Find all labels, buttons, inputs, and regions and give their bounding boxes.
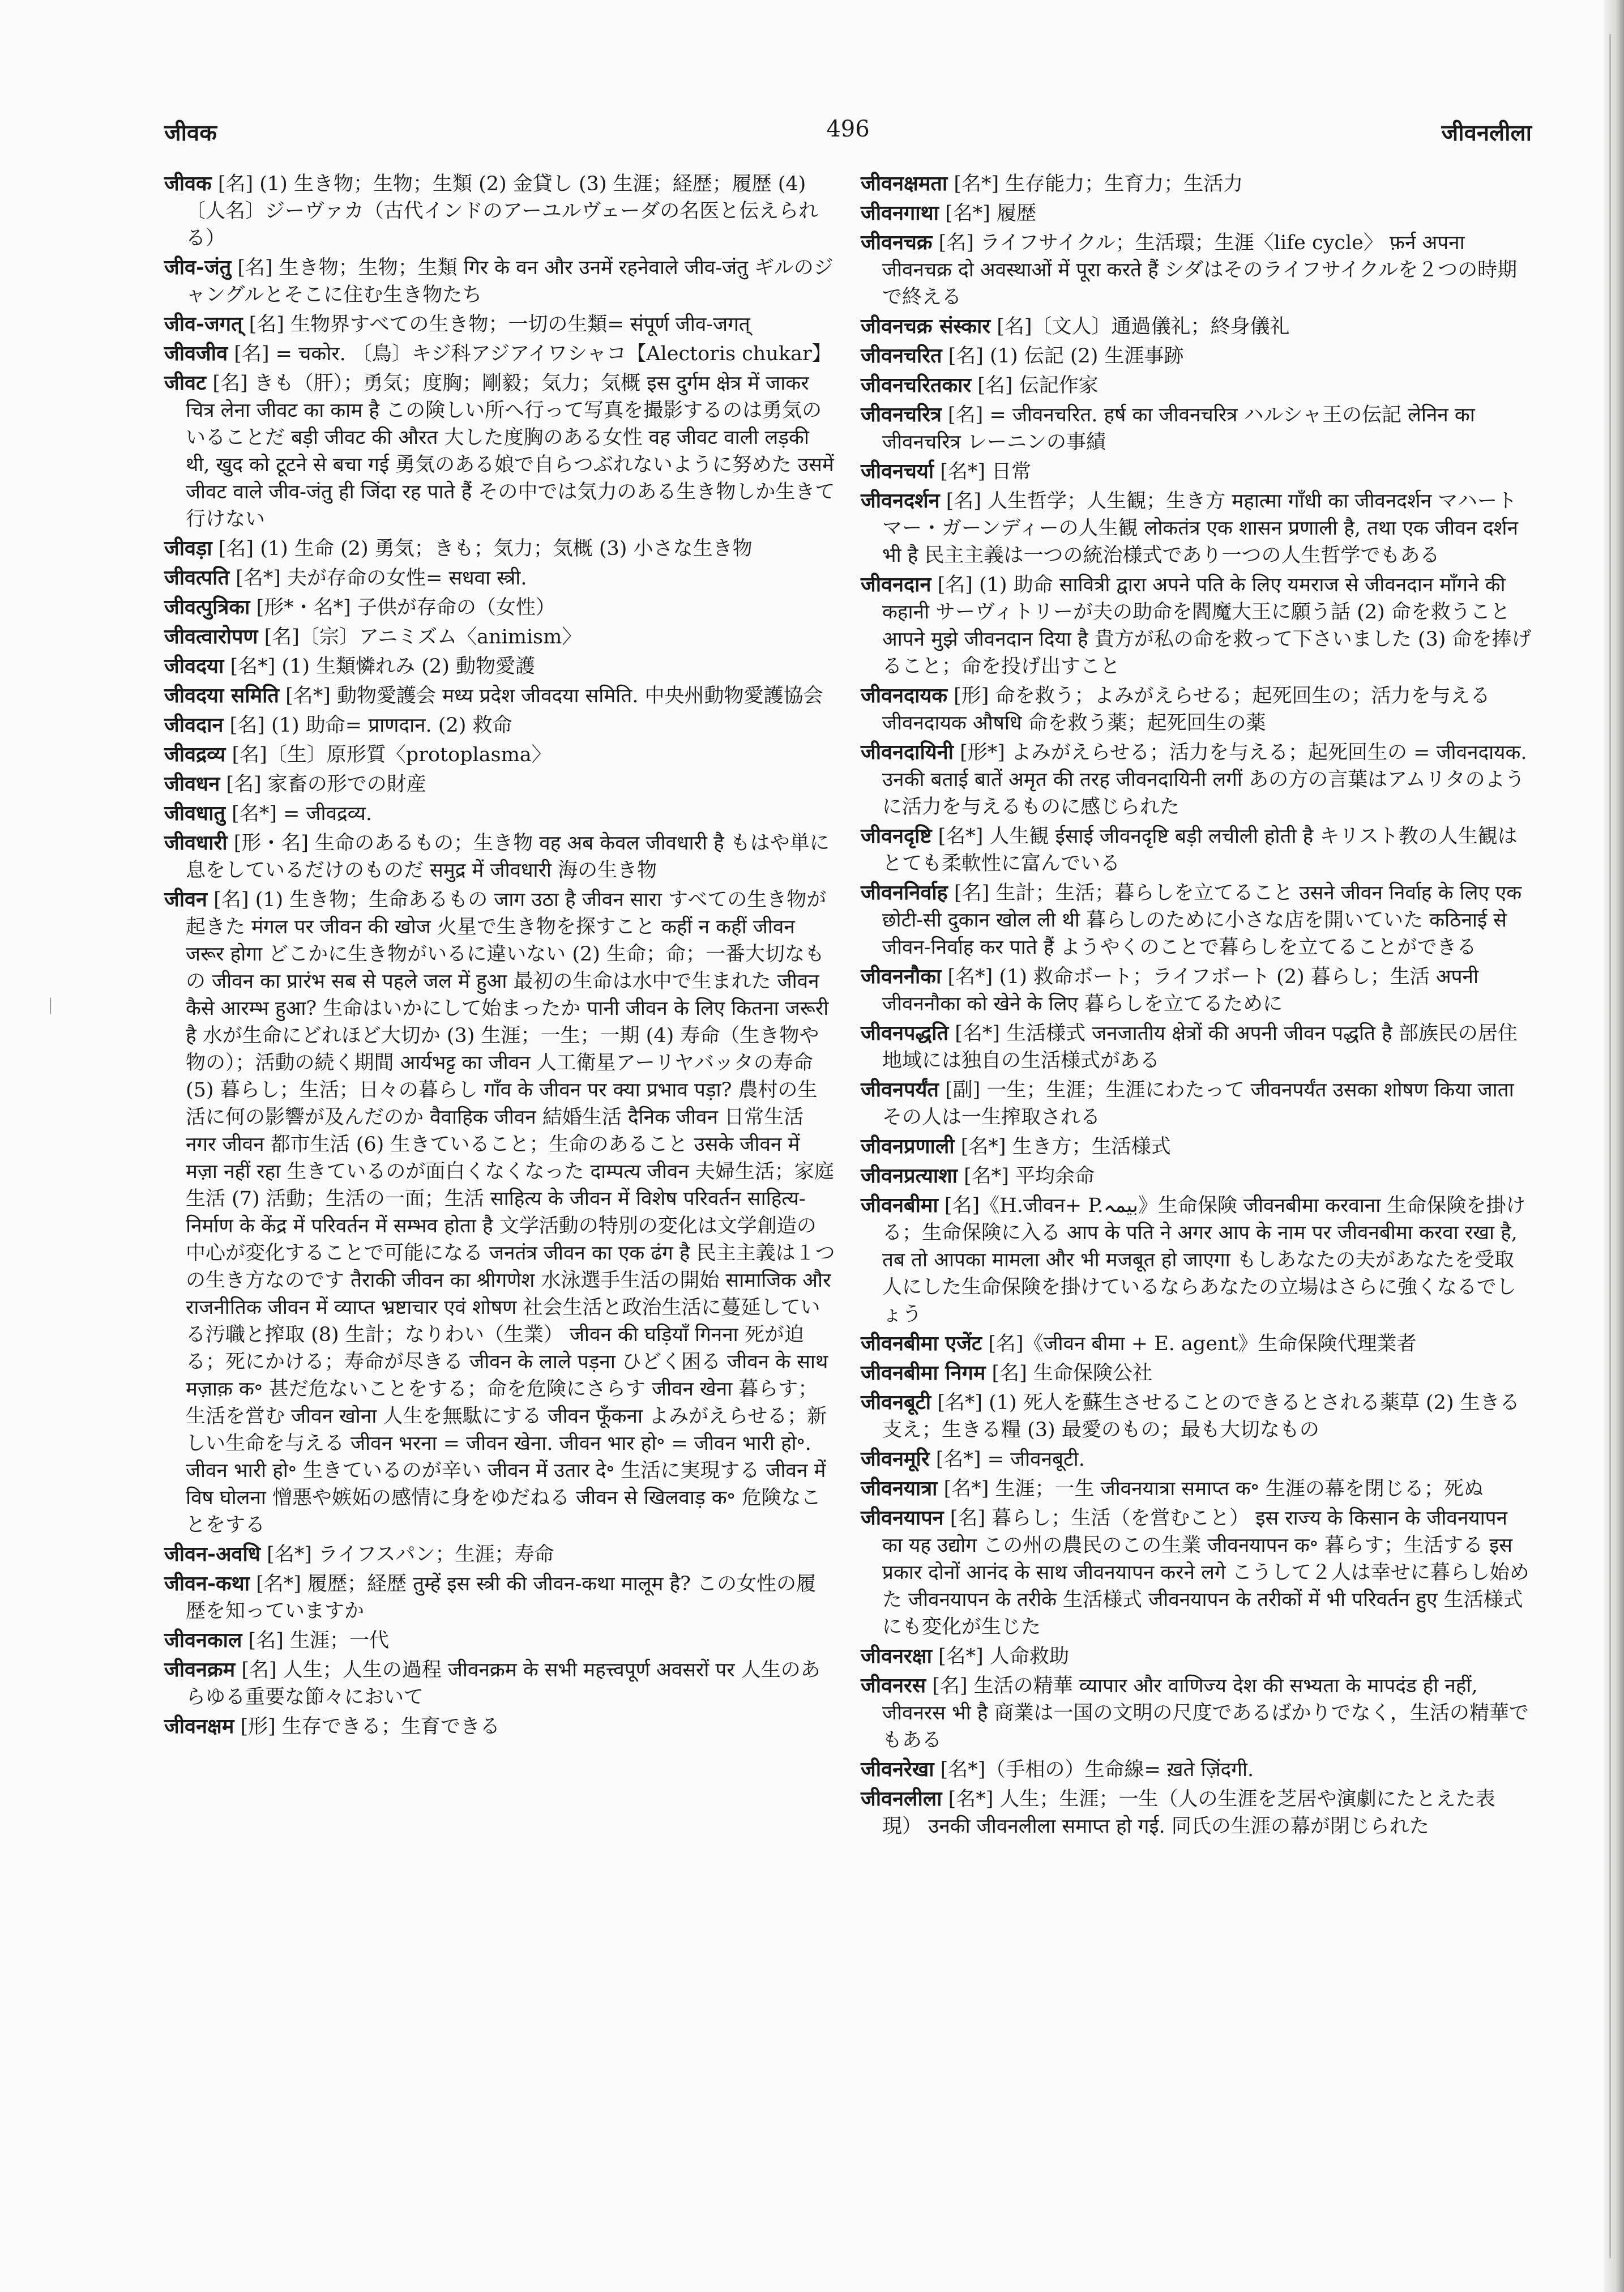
page-header [164,116,1532,152]
dictionary-entry [861,1359,1532,1387]
entry-headword: जीवधन [164,772,220,796]
entry-definition: [名*] = जीवद्रव्य. [225,803,373,825]
dictionary-entry [164,741,835,769]
entry-headword: जीवन-अवधि [164,1542,260,1566]
dictionary-entry [861,1192,1532,1328]
dictionary-entry [164,535,835,562]
entry-headword: जीवनबीमा निगम [861,1361,986,1385]
dictionary-entry [164,711,835,739]
entry-definition: [名] (1) 生き物；生命あるもの जाग उठा है जीवन सारा すべての生き物が起きた मंगल पर जीवन की खोज 火星で生き物を探すこと कहीं न कहीं जीवन जरूर होगा どこかに生き物がいるに違いない (2) 生命；命；一番大切なもの जीवन का प्रारंभ सब से पहले जल में हुआ 最初の生命は水中で生まれた जीवन कैसे आरम्भ हुआ? 生命はいかにして始まったか पानी जीवन के लिए कितना जरूरी है 水が生命にどれほど大切か (3) 生涯；一生；一期 (4) 寿命（生き物や物の）；活動の続く期間 आर्यभट्ट का जीवन 人工衛星アーリヤバッタの寿命 (5) 暮らし；生活；日々の暮らし गाँव के जीवन पर क्या प्रभाव पड़ा? 農村の生活に何の影響が及んだのか वैवाहिक जीवन 結婚生活 दैनिक जीवन 日常生活 नगर जीवन 都市生活 (6) 生きていること；生命のあること उसके जीवन में मज़ा नहीं रहा 生きているのが面白くなくなった दाम्पत्य जीवन 夫婦生活；家庭生活 (7) 活動；生活の一面；生活 साहित्य के जीवन में विशेष परिवर्तन साहित्य-निर्माण के केंद्र में परिवर्तन में सम्भव होता है 文学活動の特別の変化は文学創造の中心が変化することで可能になる जनतंत्र जीवन का एक ढंग है 民主主義は１つの生き方なのです तैराकी जीवन का श्रीगणेश 水泳選手生活の開始 सामाजिक और राजनीतिक जीवन में व्याप्त भ्रष्टाचार एवं शोषण 社会生活と政治生活に蔓延している汚職と搾取 (8) 生計；なりわい（生業） जीवन की घड़ियाँ गिनना 死が迫る；死にかける；寿命が尽きる जीवन के लाले पड़ना ひどく困る जीवन के साथ मज़ाक़ क॰ 甚だ危ないことをする；命を危険にさらす जीवन खेना 暮らす；生活を営む जीवन खोना 人生を無駄にする जीवन फूँकना よみがえらせる；新しい生命を与える जीवन भरना = जीवन खेना. जीवन भार हो॰ = जीवन भारी हो॰. जीवन भारी हो॰ 生きているのが辛い जीवन में उतार दे॰ 生活に実現する जीवन में विष घोलना 憎悪や嫉妬の感情に身をゆだねる जीवन से खिलवाड़ क॰ 危険なことをする [186,889,835,1536]
entry-definition: [名*] = जीवनबूटी. [929,1448,1085,1471]
entry-headword: जीवनदायक [861,684,948,707]
entry-definition: [名*] 人命救助 [931,1645,1069,1668]
dictionary-entry [861,1756,1532,1783]
entry-headword: जीवनप्रत्याशा [861,1164,958,1188]
entry-headword: जीवत्वारोपण [164,625,258,648]
dictionary-entry [861,1133,1532,1160]
entry-definition: [形*] よみがえらせる；活力を与える；起死回生の = जीवनदायक. उनकी बताई बातें अमृत की तरह जीवनदायिनी लगीं あの方の言葉はアムリタのように活力を与えるものに感じられた [882,741,1527,818]
entry-definition: [名] 人生哲学；人生観；生き方 महात्मा गाँधी का जीवनदर्शन マハートマー・ガーンディーの人生観 लोकतंत्र एक शासन प्रणाली है, तथा एक जीवन दर्शन भी है 民主主義は一つの統治様式であり一つの人生哲学でもある [882,490,1518,567]
entry-headword: जीवन [164,887,208,911]
entry-headword: जीवधारी [164,831,228,855]
dictionary-entry [861,1162,1532,1190]
dictionary-entry [164,369,835,533]
entry-headword: जीवनरस [861,1674,926,1697]
entry-headword: जीवनचर्या [861,459,934,483]
entry-definition: [形] 生存できる；生育できる [234,1715,500,1738]
dictionary-entry [164,1656,835,1711]
entry-headword: जीवनदर्शन [861,489,940,513]
entry-headword: जीवनचक्र संस्कार [861,314,991,338]
entry-definition: [名*] 夫が存命の女性= सधवा स्त्री. [229,567,527,590]
entry-definition: [名*]（手相の）生命線= ख़ते ज़िंदगी. [934,1759,1254,1781]
entry-headword: जीवनमूरि [861,1447,930,1471]
page-number: 496 [826,116,870,142]
entry-definition: [名] 生活の精華 व्यापार और वाणिज्य देश की सभ्यता के मापदंड ही नहीं, जीवनरस भी है 商業は一国の文明の尺度であるばかりでなく，生活の精華でもある [882,1675,1529,1752]
dictionary-entry [164,1540,835,1568]
entry-definition: [名*] (1) 救命ボート；ライフボート (2) 暮らし；生活 अपनी जीवननौका को खेने के लिए 暮らしを立てるために [882,966,1479,1015]
dictionary-entry [861,1019,1532,1074]
entry-headword: जीवनबूटी [861,1390,931,1414]
dictionary-entry [861,1672,1532,1754]
left-column [164,170,835,1742]
entry-definition: [名] 生き物；生物；生類 गिर के वन और उनमें रहनेवाले जीव-जंतु ギルのジャングルとそこに住む生き物たち [186,257,834,306]
entry-definition: [副] 一生；生涯；生涯にわたって जीवनपर्यंत उसका शोषण किया जाता その人は一生搾取される [882,1079,1514,1129]
entry-definition: [名*] 履歴 [938,202,1037,225]
entry-definition: [名] = जीवनचरित. हर्ष का जीवनचरित्र ハルシャ王の伝記 लेनिन का जीवनचरित्र レーニンの事績 [882,404,1475,454]
dictionary-entry [861,1475,1532,1503]
entry-headword: जीवनदृष्टि [861,824,932,848]
dictionary-entry [861,199,1532,227]
entry-headword: जीवनचरितकार [861,373,972,397]
entry-definition: [名*] (1) 生類憐れみ (2) 動物愛護 [224,655,535,678]
entry-definition: [名] 暮らし；生活（を営むこと） इस राज्य के किसान के जीवनयापन का यह उद्योग この州の農民のこの生業 जीवनयापन क॰ 暮らす；生活する इस प्रकार दोनों आनंद के साथ जीवनयापन करने लगे こうして２人は幸せに暮らし始めた जीवनयापन के तरीके 生活様式 जीवनयापन के तरीकों में भी परिवर्तन हुए 生活様式にも変化が生じた [882,1507,1529,1638]
entry-headword: जीव-जगत् [164,312,243,336]
entry-definition: [名*] 平均余命 [957,1165,1095,1188]
entry-definition: [名*] 履歴；経歴 तुम्हें इस स्त्री की जीवन-कथा मालूम है? この女性の履歴を知っていますか [186,1573,816,1623]
entry-headword: जीवत्पुत्रिका [164,595,250,619]
dictionary-entry [861,313,1532,340]
dictionary-entry [861,1785,1532,1840]
dictionary-entry [164,800,835,827]
right-column [861,170,1532,1842]
entry-headword: जीवधातु [164,801,226,825]
dictionary-entry [164,594,835,621]
entry-headword: जीवनपर्यंत [861,1078,939,1102]
entry-headword: जीवनक्षमता [861,172,948,195]
entry-definition: [形*・名*] 子供が存命の（女性） [250,596,555,619]
entry-definition: [名]《H.जीवन+ P.بیمہ》生命保険 जीवनबीमा करवाना 生命保険を掛ける；生命保険に入る आप के पति ने अगर आप के नाम पर जीवनबीमा करवा रखा है, तब तो आपका मामला और भी मजबूत हो जाएगा もしあなたの夫があなたを受取人にした生命保険を掛けているならあなたの立場はさらに強くなるでしょう [882,1194,1526,1326]
entry-headword: जीवनयापन [861,1506,944,1530]
entry-definition: [名*] ライフスパン；生涯；寿命 [260,1543,554,1566]
dictionary-entry [861,458,1532,485]
dictionary-entry [861,1076,1532,1131]
entry-headword: जीवनक्षम [164,1714,234,1738]
entry-headword: जीवनयात्रा [861,1476,938,1500]
entry-definition: [名] ライフサイクル；生活環；生涯〈life cycle〉 फ़र्न अपना जीवनचक्र दो अवस्थाओं में पूरा करते हैं シダはそのライフサイクルを２つの時期で終える [882,232,1518,309]
entry-headword: जीवनरेखा [861,1757,934,1781]
dictionary-entry [861,1389,1532,1444]
dictionary-entry [861,879,1532,961]
entry-headword: जीवद्रव्य [164,742,226,766]
entry-definition: [形・名] 生命のあるもの；生き物 वह अब केवल जीवधारी है もはや単に息をしているだけのものだ समुद्र में जीवधारी 海の生き物 [186,832,830,882]
entry-headword: जीवनपद्धति [861,1021,949,1045]
entry-definition: [形] 命を救う；よみがえらせる；起死回生の；活力を与える जीवनदायक औषधि 命を救う薬；起死回生の薬 [882,685,1490,735]
entry-definition: [名] 生命保険公社 [985,1362,1152,1385]
dictionary-entry [861,1642,1532,1670]
entry-headword: जीवक [164,172,212,195]
entry-definition: [名] 生物界すべての生き物；一切の生類= संपूर्ण जीव-जगत् [242,313,750,336]
dictionary-entry [164,1713,835,1740]
dictionary-entry [861,487,1532,569]
dictionary-entry [861,739,1532,821]
dictionary-entry [861,229,1532,311]
dictionary-entry [861,963,1532,1018]
dictionary-entry [164,652,835,680]
entry-definition: [名*] 生存能力；生育力；生活力 [947,173,1243,195]
entry-headword: जीवट [164,371,207,395]
dictionary-entry [164,310,835,338]
dictionary-entry [861,1445,1532,1473]
dictionary-entry [861,170,1532,198]
entry-definition: [名]〔生〕原形質〈protoplasma〉 [225,744,552,766]
entry-headword: जीवनगाथा [861,201,939,225]
entry-headword: जीवन-कथा [164,1572,250,1595]
left-running-head: जीवक [164,119,217,146]
entry-definition: [名] きも（肝）；勇気；度胸；剛毅；気力；気概 इस दुर्गम क्षेत्र में जाकर चित्र लेना जीवट का काम है この険しい所へ行って写真を撮影するのは勇気のいることだ बड़ी जीवट की औरत 大した度胸のある女性 वह जीवट वाली लड़की थी, खुद को टूटने से बचा गई 勇気のある娘で自らつぶれないように努めた उसमें जीवट वाले जीव-जंतु ही जिंदा रह पाते हैं その中では気力のある生き物しか生きて行けない [186,372,835,531]
dictionary-entry [164,564,835,592]
entry-headword: जीवदया समिति [164,684,279,707]
entry-headword: जीव-जंतु [164,255,232,279]
dictionary-entry [164,682,835,710]
entry-definition: [名*] 生涯；一生 जीवनयात्रा समाप्त क॰ 生涯の幕を閉じる；死ぬ [937,1478,1484,1500]
entry-headword: जीवनकाल [164,1628,242,1652]
entry-definition: [名*] 人生観 ईसाई जीवनदृष्टि बड़ी लचीली होती है キリスト教の人生観はとても柔軟性に富んでいる [882,825,1518,875]
entry-headword: जीवदया [164,654,224,678]
entry-definition: [名] 生計；生活；暮らしを立てること उसने जीवन निर्वाह के लिए एक छोटी-सी दुकान खोल ली थी 暮らしのために小さな店を開いていた कठिनाई से जीवन-निर्वाह कर पाते हैं ようやくのことで暮らしを立てることができる [882,882,1522,959]
dictionary-entry [861,342,1532,370]
entry-definition: [名*] 日常 [934,460,1032,483]
entry-headword: जीवनबीमा [861,1193,938,1217]
entry-definition: [名]《जीवन बीमा + E. agent》生命保険代理業者 [982,1333,1417,1355]
entry-definition: [名] 生涯；一代 [242,1629,389,1652]
dictionary-entry [164,829,835,884]
entry-headword: जीवजीव [164,342,228,365]
entry-headword: जीवनचक्र [861,231,933,254]
entry-definition: [名*] 人生；生涯；一生（人の生涯を芝居や演劇にたとえた表現） उनकी जीवनलीला समाप्त हो गई. 同氏の生涯の幕が閉じられた [882,1788,1495,1838]
entry-definition: [名]〔文人〕通過儀礼；終身儀礼 [990,315,1290,338]
entry-definition: [名] (1) 助命 सावित्री द्वारा अपने पति के लिए यमराज से जीवनदान माँगने की कहानी サーヴィトリーが夫の助命を閻魔大王に願う話 (2) 命を救うこと आपने मुझे जीवनदान दिया है 貴方が私の命を救って下さいました (3) 命を捧げること；命を投げ出すこと [882,574,1532,678]
entry-headword: जीवनप्रणाली [861,1134,955,1158]
entry-headword: जीवनचरित्र [861,403,942,426]
entry-definition: [名*] 動物愛護会 मध्य प्रदेश जीवदया समिति. 中央州動物愛護協会 [279,685,823,707]
entry-definition: [名] 家畜の形での財産 [220,773,426,796]
dictionary-entry [861,682,1532,737]
entry-headword: जीवनबीमा एजेंट [861,1331,982,1355]
margin-mark [50,998,51,1014]
dictionary-entry [164,1570,835,1625]
entry-definition: [名] (1) 助命= प्राणदान. (2) 救命 [223,714,512,737]
dictionary-entry [861,822,1532,877]
entry-headword: जीवनलीला [861,1787,942,1811]
entry-definition: [名] (1) 伝記 (2) 生涯事跡 [942,345,1184,368]
dictionary-entry [861,571,1532,680]
dictionary-entry [164,623,835,651]
dictionary-entry [861,1330,1532,1358]
dictionary-entry [861,1504,1532,1641]
entry-definition: [名] 伝記作家 [971,374,1099,397]
entry-headword: जीवनदायिनी [861,740,954,764]
dictionary-entry [861,401,1532,456]
dictionary-entry [164,1627,835,1654]
entry-definition: [名] (1) 生命 (2) 勇気；きも；気力；気概 (3) 小さな生き物 [212,537,753,560]
entry-definition: [名*] 生活様式 जनजातीय क्षेत्रों की अपनी जीवन पद्धति है 部族民の居住地域には独自の生活様式がある [882,1022,1518,1072]
entry-headword: जीवदान [164,713,224,737]
dictionary-entry [861,372,1532,399]
dictionary-entry [164,170,835,252]
entry-headword: जीवनदान [861,573,931,596]
entry-headword: जीवत्पति [164,566,229,590]
entry-headword: जीवनरक्षा [861,1644,932,1668]
entry-headword: जीवनचरित [861,344,942,368]
dictionary-entry [164,886,835,1539]
entry-definition: [名] 人生；人生の過程 जीवनक्रम के सभी महत्त्वपूर्ण अवसरों पर 人生のあらゆる重要な節々において [186,1659,820,1709]
right-running-head: जीवनलीला [1441,119,1532,146]
entry-headword: जीवड़ा [164,536,212,560]
entry-definition: [名]〔宗〕アニミズム〈animism〉 [258,626,582,648]
entry-headword: जीवननौका [861,964,942,988]
entry-definition: [名*] 生き方；生活様式 [954,1136,1171,1158]
dictionary-entry [164,770,835,798]
dictionary-entry [164,340,835,368]
entry-headword: जीवननिर्वाह [861,881,948,904]
entry-definition: [名*] (1) 死人を蘇生させることのできるとされる薬草 (2) 生きる支え；生きる糧 (3) 最愛のもの；最も大切なもの [882,1392,1520,1441]
dictionary-entry [164,254,835,309]
entry-definition: [名] = चकोर. 〔鳥〕キジ科アジアイワシャコ【Alectoris chukar】 [228,343,832,365]
entry-definition: [名] (1) 生き物；生物；生類 (2) 金貸し (3) 生涯；経歴；履歴 (4)〔人名〕ジーヴァカ（古代インドのアーユルヴェーダの名医と伝えられる） [186,173,819,250]
entry-headword: जीवनक्रम [164,1658,236,1681]
page-edge [1604,0,1624,2292]
